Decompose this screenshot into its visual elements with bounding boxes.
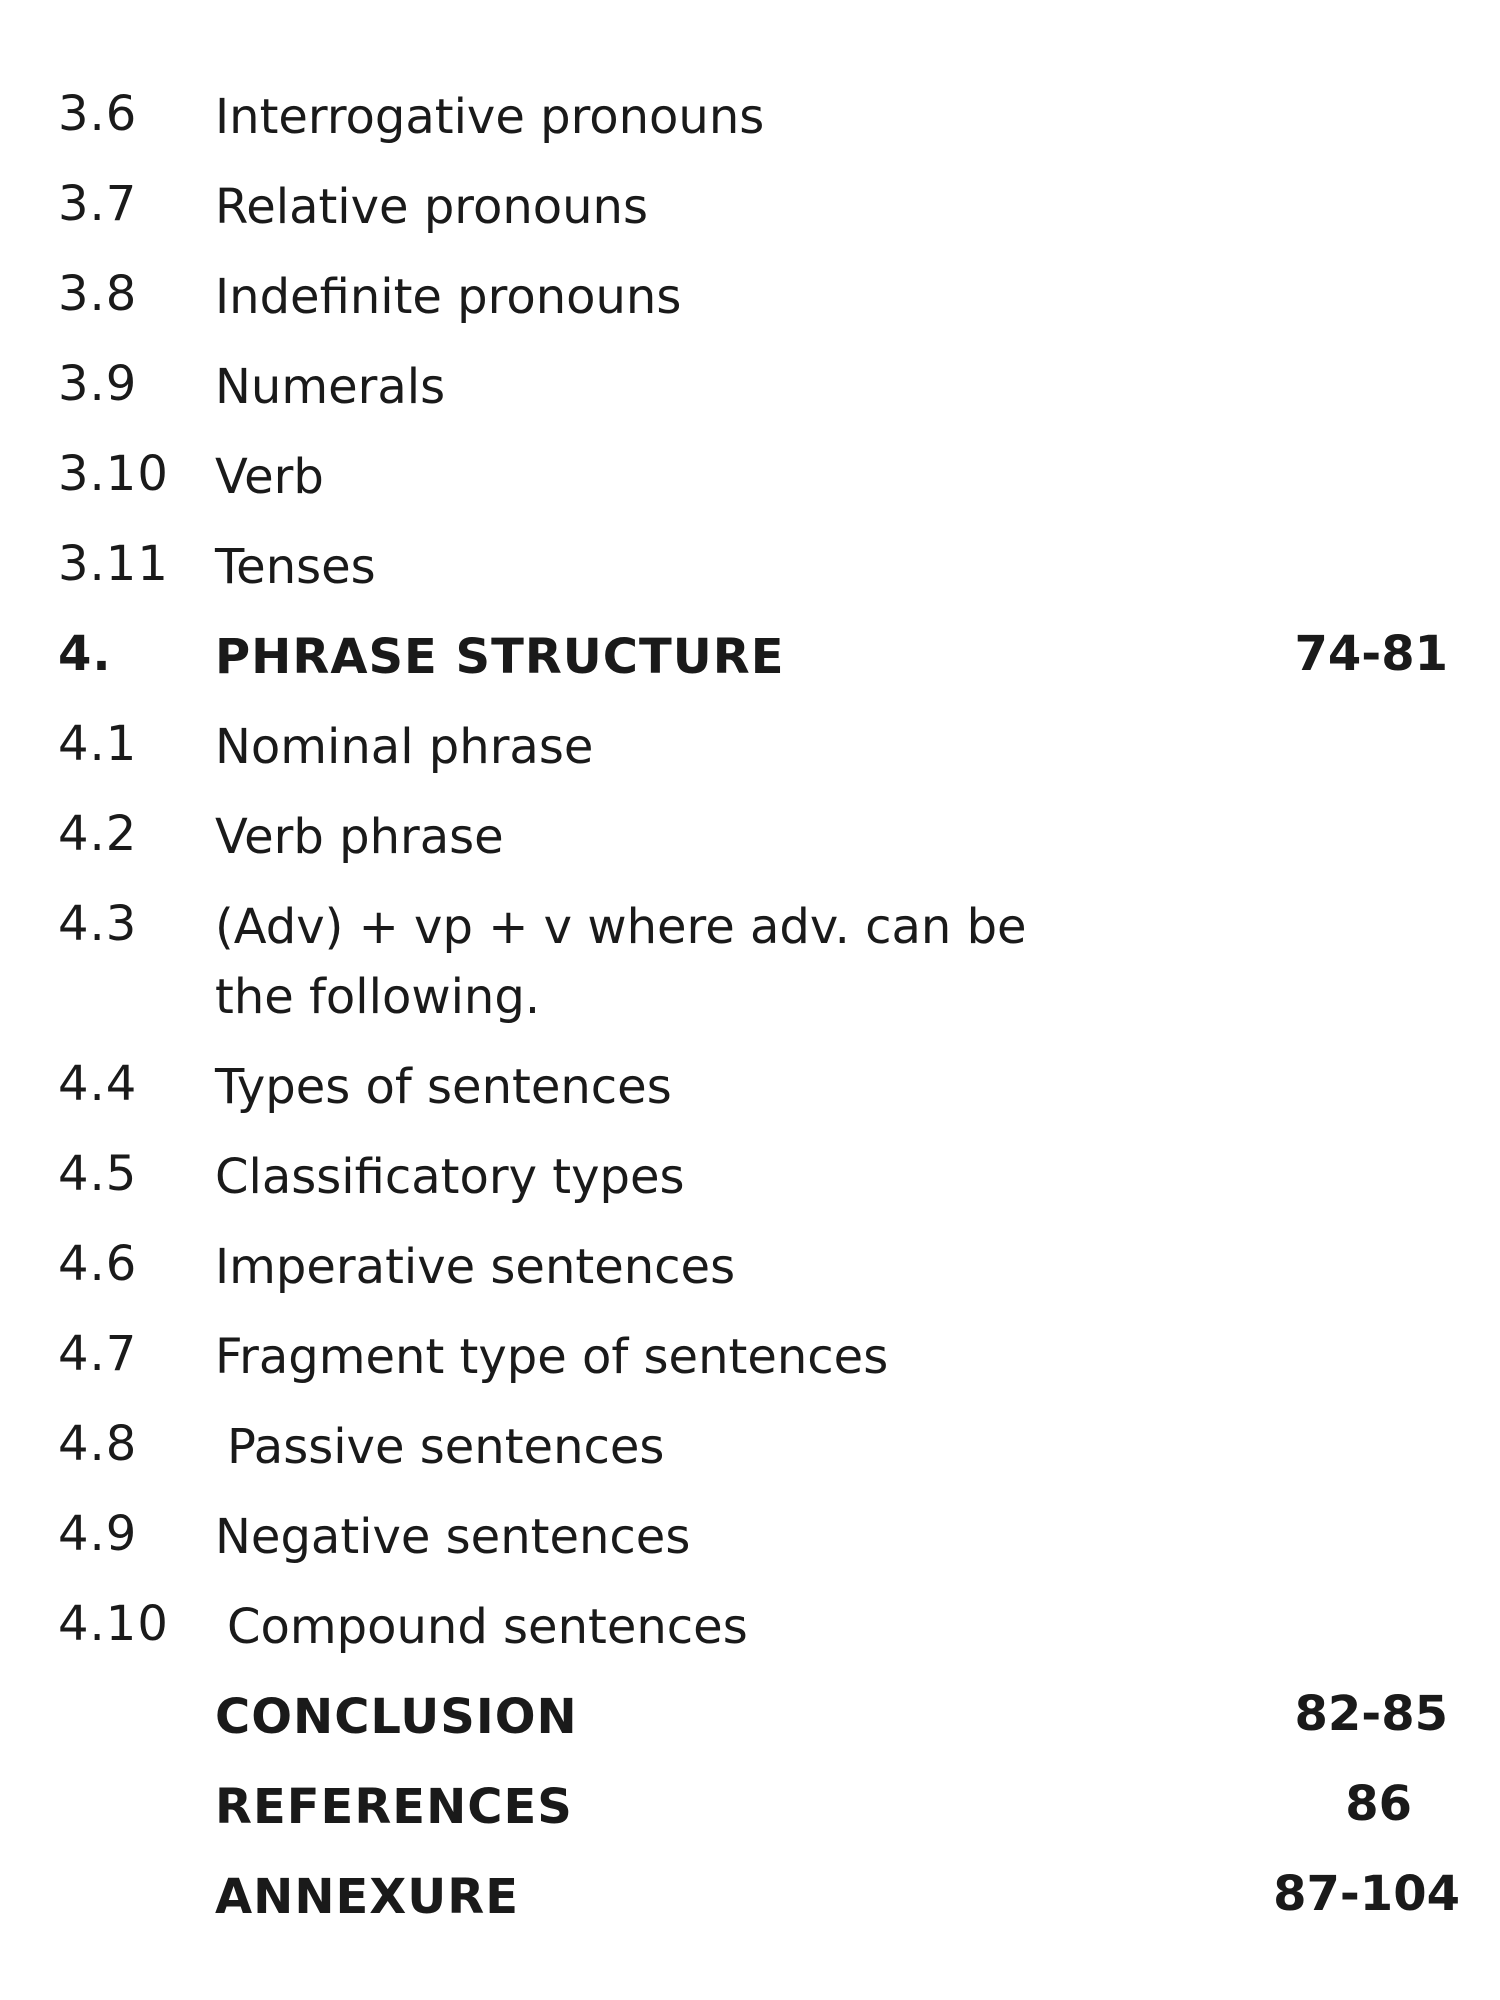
section-number: 4.6 <box>58 1236 138 1292</box>
section-number: 3.11 <box>58 536 169 592</box>
section-number: 3.9 <box>58 356 138 412</box>
section-number: 3.6 <box>58 86 138 142</box>
section-title: Verb phrase <box>215 809 504 865</box>
section-title: Compound sentences <box>227 1599 748 1655</box>
section-title: Interrogative pronouns <box>215 89 765 145</box>
section-number: 4.3 <box>58 896 138 952</box>
section-number: 4.10 <box>58 1596 169 1652</box>
section-title: Negative sentences <box>215 1509 691 1565</box>
section-number: 4.9 <box>58 1506 138 1562</box>
section-number: 4.5 <box>58 1146 138 1202</box>
section-number: 3.10 <box>58 446 169 502</box>
section-number: 4.2 <box>58 806 138 862</box>
page-range: 87-104 <box>1273 1866 1460 1922</box>
page-range: 86 <box>1345 1776 1412 1832</box>
section-number: 3.8 <box>58 266 138 322</box>
chapter-number: 4. <box>58 626 112 682</box>
section-title: Passive sentences <box>227 1419 665 1475</box>
section-title: Relative pronouns <box>215 179 648 235</box>
section-title: Indefinite pronouns <box>215 269 682 325</box>
section-title: Nominal phrase <box>215 719 594 775</box>
section-number: 3.7 <box>58 176 138 232</box>
section-title: Numerals <box>215 359 446 415</box>
page-range: 82-85 <box>1294 1686 1448 1742</box>
section-title: Classificatory types <box>215 1149 685 1205</box>
section-title: Tenses <box>215 539 376 595</box>
section-number: 4.4 <box>58 1056 138 1112</box>
page-range: 74-81 <box>1294 626 1448 682</box>
references-title: REFERENCES <box>215 1779 573 1835</box>
section-title: Imperative sentences <box>215 1239 736 1295</box>
section-number: 4.1 <box>58 716 138 772</box>
section-number: 4.8 <box>58 1416 138 1472</box>
annexure-title: ANNEXURE <box>215 1869 520 1925</box>
section-title: (Adv) + vp + v where adv. can be the following. <box>215 899 1027 1025</box>
section-number: 4.7 <box>58 1326 138 1382</box>
section-title: Fragment type of sentences <box>215 1329 889 1385</box>
section-title: Types of sentences <box>215 1059 672 1115</box>
chapter-title: PHRASE STRUCTURE <box>215 629 785 685</box>
conclusion-title: CONCLUSION <box>215 1689 578 1745</box>
section-title: Verb <box>215 449 324 505</box>
